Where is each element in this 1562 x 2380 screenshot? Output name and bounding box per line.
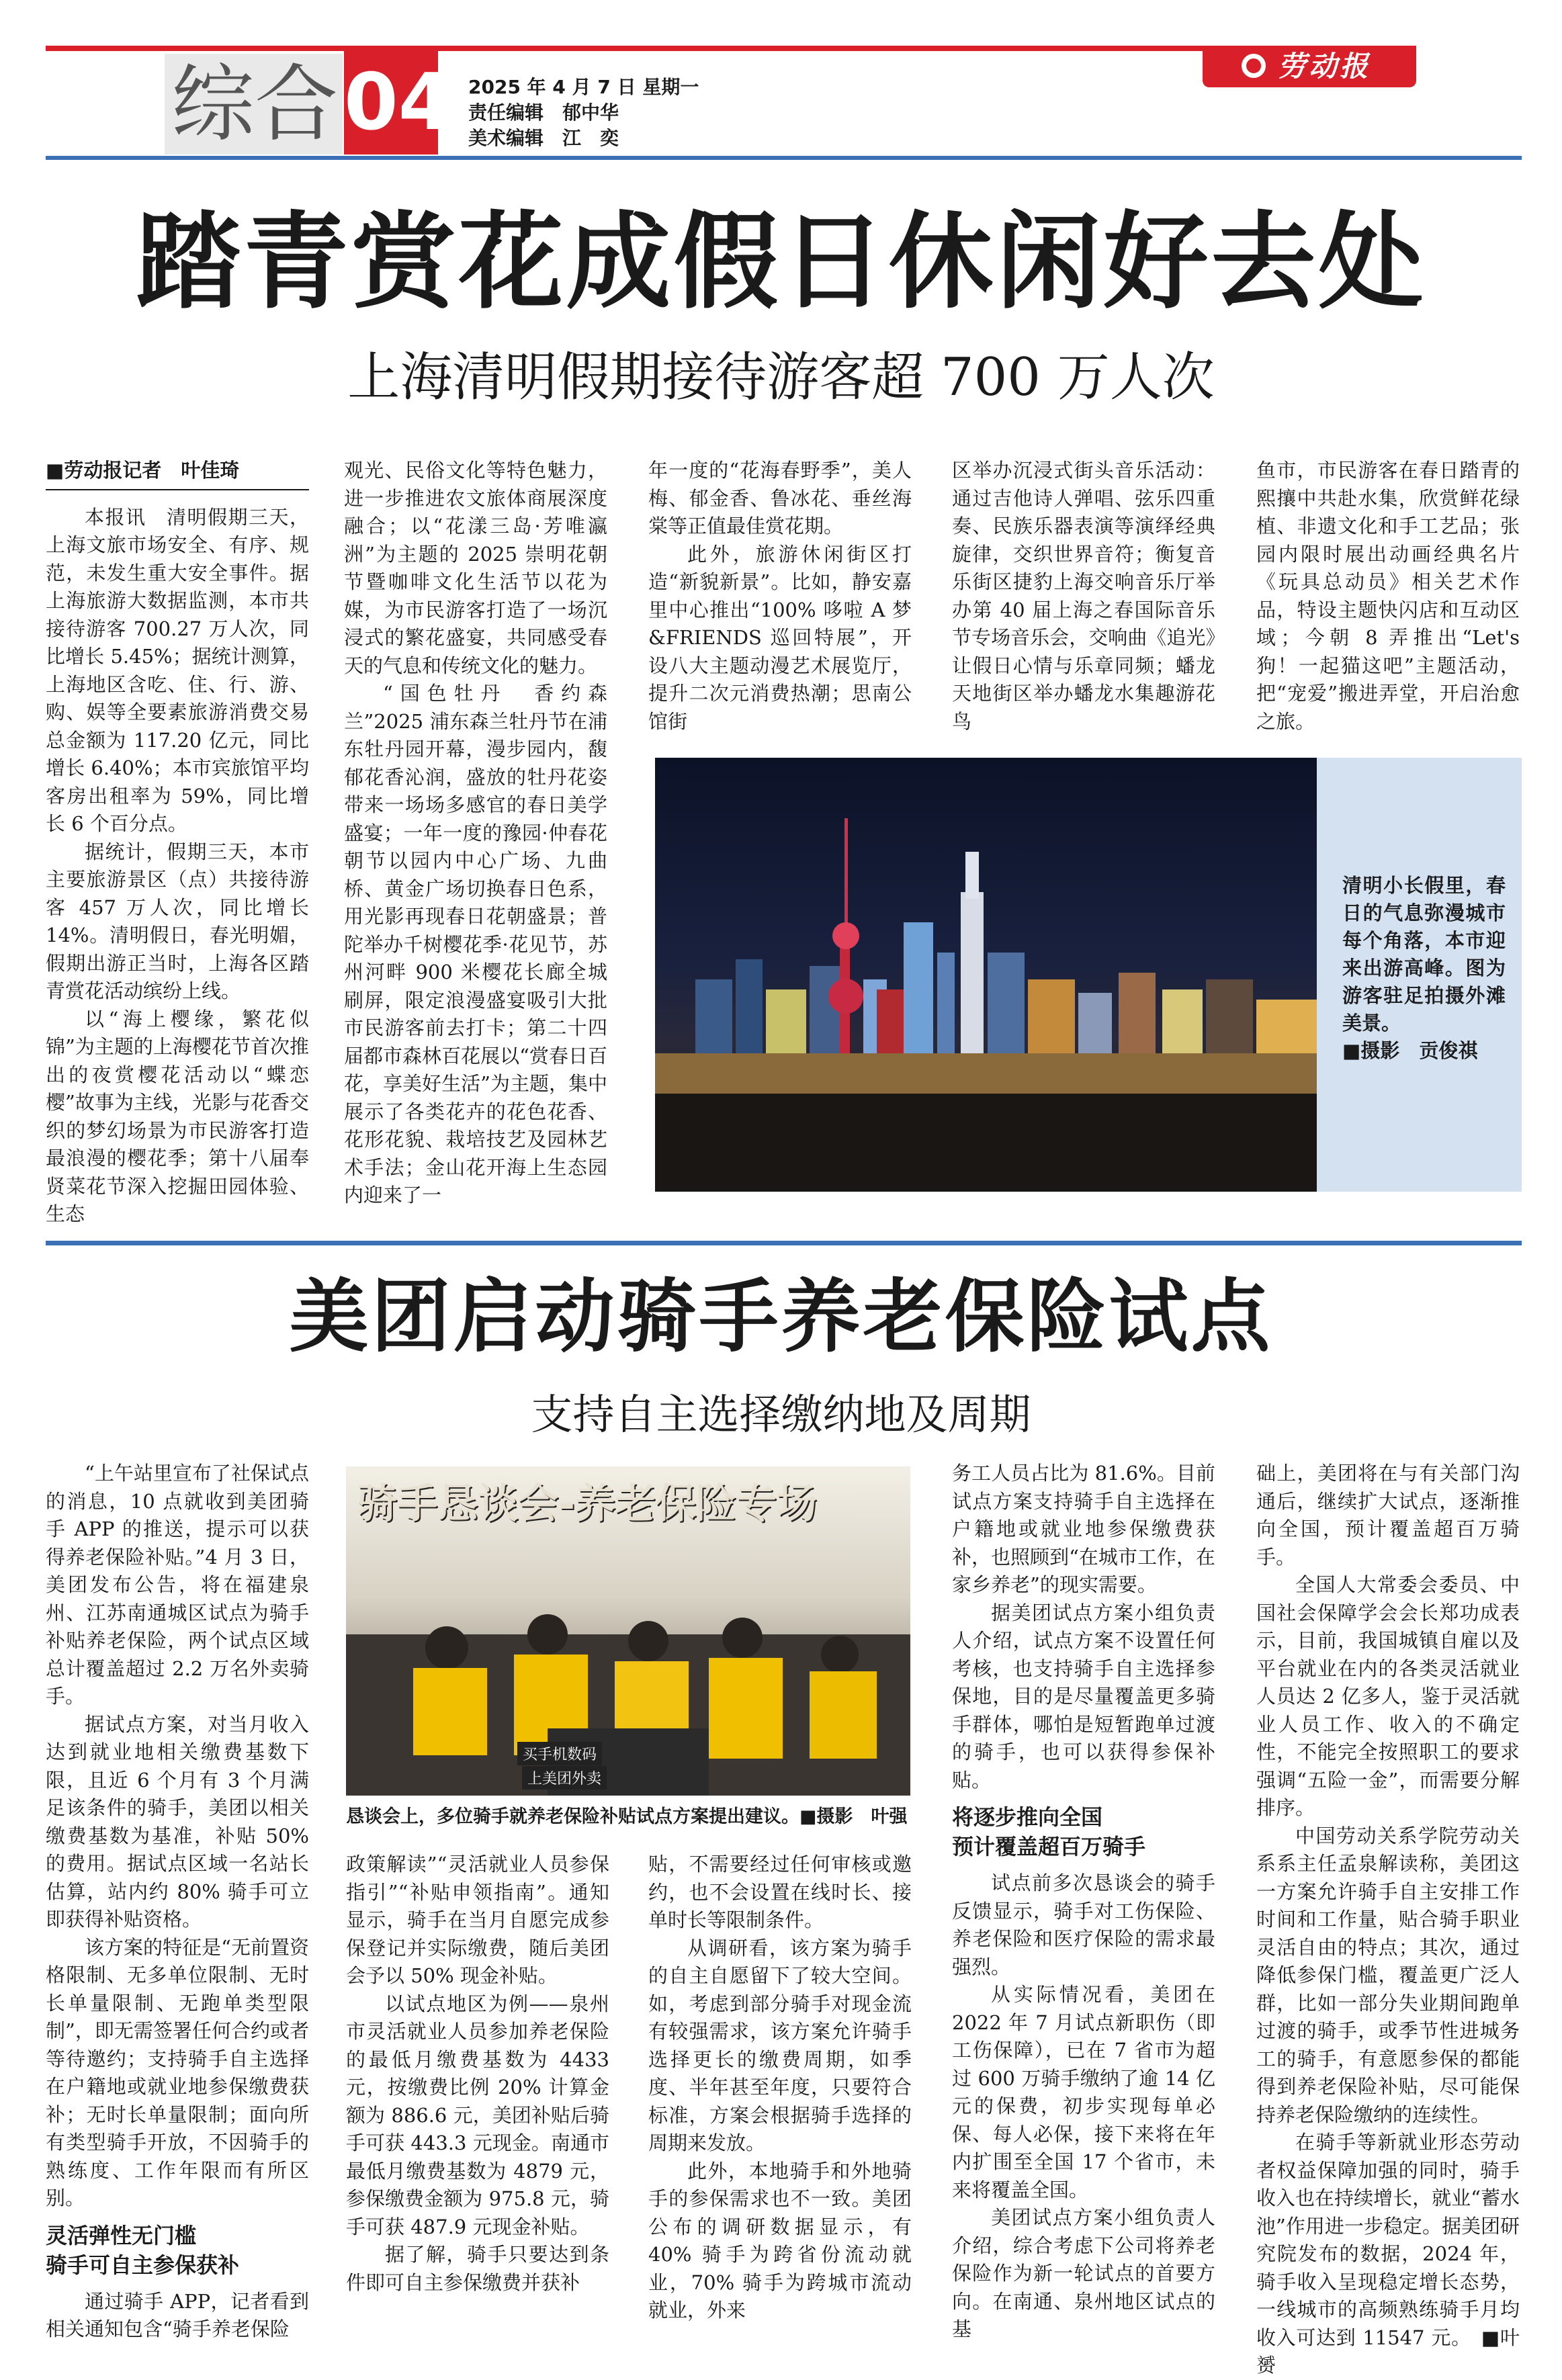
paragraph: 以“海上樱缘，繁花似锦”为主题的上海樱花节首次推出的夜赏樱花活动以“蝶恋樱”故事为主线，光影与花香交织的梦幻场景为市民游客打造最浪漫的樱花季；第十八届奉贤菜花节深入挖掘田园体验、生态 <box>46 1007 309 1225</box>
paragraph: 年一度的“花海春野季”，美人梅、郁金香、鲁冰花、垂丝海棠等正值最佳赏花期。 <box>648 459 912 537</box>
logo-mark-icon <box>1242 54 1266 78</box>
paragraph: 观光、民俗文化等特色魅力，进一步推进农文旅体商展深度融合；以“花漾三岛·芳唯瀛洲”为主题的 2025 崇明花朝节暨咖啡文化生活节以花为媒，为市民游客打造了一场沉浸式的繁花盛宴，共同感受春天的气息和传统文化的魅力。 <box>344 459 607 677</box>
paragraph: 此外，本地骑手和外地骑手的参保需求也不一致。美团公布的调研数据显示，有 40% 骑手为跨省份流动就业，70% 骑手为跨城市流动就业，外来 <box>648 2159 912 2322</box>
paragraph: “上午站里宣布了社保试点的消息，10 点就收到美团骑手 APP 的推送，提示可以获得养老保险补贴。”4 月 3 日，美团发布公告，将在福建泉州、江苏南通城区试点为骑手补贴养老保险，两个试点区域总计覆盖超过 2.2 万名外卖骑手。 <box>46 1462 309 1708</box>
article1-headline: 踏青赏花成假日休闲好去处 <box>136 200 1426 323</box>
paragraph: 通过骑手 APP，记者看到相关通知包含“骑手养老保险 <box>46 2289 309 2340</box>
byline: ■劳动报记者 叶佳琦 <box>46 457 309 490</box>
article2-col1 <box>46 1460 309 2344</box>
editor-line: 责任编辑 郁中华 <box>468 101 619 124</box>
article2-col4 <box>952 1460 1215 2344</box>
article2-col2 <box>346 1851 609 2297</box>
paragraph: 以试点地区为例——泉州市灵活就业人员参加养老保险的最低月缴费基数为 4433 元，按缴费比例 20% 计算金额为 886.6 元，美团补贴后骑手可获 443.3 元现金。南通市最低月缴费基数为 4879 元，参保缴费金额为 975.8 元，骑手可获 487.9 元现金补贴。 <box>346 1992 609 2238</box>
newspaper-logo <box>1203 46 1416 87</box>
paragraph: 美团试点方案小组负责人介绍，综合考虑下公司将养老保险作为新一轮试点的首要方向。在南通、泉州地区试点的基 <box>952 2206 1215 2340</box>
article2-col5 <box>1256 1460 1520 2380</box>
paragraph: 政策解读”“灵活就业人员参保指引”“补贴申领指南”。通知显示，骑手在当月自愿完成参保登记并实际缴费，随后美团会予以 50% 现金补贴。 <box>346 1853 609 1987</box>
paragraph: 中国劳动关系学院劳动关系系主任孟泉解读称，美团这一方案允许骑手自主安排工作时间和工作量，贴合骑手职业灵活自由的特点；其次，通过降低参保门槛，覆盖更广泛人群，比如一部分失业期间跑单过渡的骑手，或季节性进城务工的骑手，有意愿参保的都能得到养老保险补贴，尽可能保持养老保险缴纳的连续性。 <box>1256 1824 1520 2126</box>
skyline-graphic <box>655 758 1317 1192</box>
paragraph: “国色牡丹 香约森兰”2025 浦东森兰牡丹节在浦东牡丹园开幕，漫步园内，馥郁花香沁润，盛放的牡丹花姿带来一场场多感官的春日美学盛宴；一年一度的豫园·仲春花朝节以园内中心广场、九曲桥、黄金广场切换春日色系，用光影再现春日花朝盛景；普陀举办千树樱花季·花见节，苏州河畔 900 米樱花长廊全城刷屏，限定浪漫盛宴吸引大批市民游客前去打卡；第二十四届都市森林百花展以“赏春日百花，享美好生活”为主题，集中展示了各类花卉的花色花香、花形花貌、栽培技艺及园林艺术手法；金山花开海上生态园内迎来了一 <box>344 682 607 1206</box>
paragraph: 据试点方案，对当月收入达到就业地相关缴费基数下限，且近 6 个月有 3 个月满足该条件的骑手，美团以相关缴费基数为基准，补贴 50% 的费用。据试点区域一名站长估算，站内约 80% 骑手可立即获得补贴资格。 <box>46 1712 309 1931</box>
article1-subheadline: 上海清明假期接待游客超 700 万人次 <box>347 347 1215 408</box>
page-number: 04 <box>344 51 438 155</box>
header-bottom-rule <box>46 156 1522 160</box>
paragraph: 该方案的特征是“无前置资格限制、无多单位限制、无时长单量限制、无跑单类型限制”，即无需签署任何合约或者等待邀约；支持骑手自主选择在户籍地或就业地参保缴费获补；无时长单量限制；面向所有类型骑手开放，不因骑手的熟练度、工作年限而有所区别。 <box>46 1935 309 2209</box>
article1-col2 <box>344 457 607 1210</box>
meeting-photo-caption <box>346 1804 910 1830</box>
article2-subhead-2: 将逐步推向全国 预计覆盖超百万骑手 <box>952 1804 1146 1859</box>
art-editor-line: 美术编辑 江 奕 <box>468 127 619 149</box>
article1-col5 <box>1256 457 1520 736</box>
date-line: 2025 年 4 月 7 日 星期一 <box>468 76 699 98</box>
logo-text: 劳动报 <box>1278 50 1371 83</box>
article2-headline: 美团启动骑手养老保险试点 <box>289 1270 1273 1363</box>
paragraph: 从实际情况看，美团在 2022 年 7 月试点新职伤（即工伤保障），已在 7 省市为超过 600 万骑手缴纳了逾 14 亿元的保费，初步实现每单必保、每人必保，接下来将在年内扩围至全国 17 个省市，未来将覆盖全国。 <box>952 1983 1215 2201</box>
section-label: 综合 <box>171 56 339 153</box>
paragraph: 鱼市，市民游客在春日踏青的熙攘中共赴水集，欣赏鲜花绿植、非遗文化和手工艺品；张园内限时展出动画经典名片《玩具总动员》相关艺术作品，特设主题快闪店和互动区域；今朝 8 弄推出“Let's 狗！一起猫这吧”主题活动，把“宠爱”搬进弄堂，开启治愈之旅。 <box>1256 459 1520 733</box>
meeting-caption-credit: ■摄影 叶强 <box>799 1806 908 1827</box>
photo-credit: ■摄影 贡俊祺 <box>1342 1039 1478 1062</box>
paragraph: 据了解，骑手只要达到条件即可自主参保缴费并获补 <box>346 2243 609 2294</box>
article2-col3 <box>648 1851 912 2325</box>
meeting-caption-text: 恳谈会上，多位骑手就养老保险补贴试点方案提出建议。 <box>346 1806 799 1827</box>
paragraph: 础上，美团将在与有关部门沟通后，继续扩大试点，逐渐推向全国，预计覆盖超百万骑手。 <box>1256 1462 1520 1569</box>
paragraph: 据统计，假期三天，本市主要旅游景区（点）共接待游客 457 万人次，同比增长 14%。清明假日，春光明媚，假期出游正当时，上海各区踏青赏花活动缤纷上线。 <box>46 840 309 1002</box>
paragraph: 从调研看，该方案为骑手的自主自愿留下了较大空间。如，考虑到部分骑手对现金流有较强需求，该方案允许骑手选择更长的缴费周期，如季度、半年甚至年度，只要符合标准，方案会根据骑手选择的周期来发放。 <box>648 1936 912 2154</box>
article2-subheadline: 支持自主选择缴纳地及周期 <box>531 1390 1031 1439</box>
paragraph: 在骑手等新就业形态劳动者权益保障加强的同时，骑手收入也在持续增长，就业“蓄水池”作用进一步稳定。据美团研究院发布的数据，2024 年，骑手收入呈现稳定增长态势，一线城市的高频熟练骑手月均收入可达到 11547 元。 ■叶赟 <box>1256 2131 1520 2377</box>
photo-caption-box <box>1317 758 1522 1192</box>
paragraph: 本报讯 清明假期三天，上海文旅市场安全、有序、规范，未发生重大安全事件。据上海旅游大数据监测，本市共接待游客 700.27 万人次，同比增长 5.45%；据统计测算，上海地区含吃、住、行、游、购、娱等全要素旅游消费交易总金额为 117.20 亿元，同比增长 6.40%；本市宾旅馆平均客房出租率为 59%，同比增长 6 个百分点。 <box>46 505 309 835</box>
header-top-rule <box>46 46 1376 51</box>
paragraph: 区举办沉浸式街头音乐活动：通过吉他诗人弹唱、弦乐四重奏、民族乐器表演等演绎经典旋律，交织世界音符；衡复音乐街区捷豹上海交响音乐厅举办第 40 届上海之春国际音乐节专场音乐会，交响曲《追光》让假日心情与乐章同频；蟠龙天地街区举办蟠龙水集趣游花鸟 <box>952 459 1215 733</box>
paragraph: 据美团试点方案小组负责人介绍，试点方案不设置任何考核，也支持骑手自主选择参保地，目的是尽量覆盖更多骑手群体，哪怕是短暂跑单过渡的骑手，也可以获得参保补贴。 <box>952 1601 1215 1792</box>
paragraph: 务工人员占比为 81.6%。目前试点方案支持骑手自主选择在户籍地或就业地参保缴费获补，也照顾到“在城市工作，在家乡养老”的现实需要。 <box>952 1462 1215 1596</box>
paragraph: 贴，不需要经过任何审核或邀约，也不会设置在线时长、接单时长等限制条件。 <box>648 1853 912 1931</box>
bund-night-photo <box>655 758 1317 1192</box>
section-divider <box>46 1241 1522 1245</box>
rider-meeting-photo <box>346 1466 910 1796</box>
meeting-banner: 骑手恳谈会-养老保险专场 <box>357 1481 817 1528</box>
article2-subhead-1: 灵活弹性无门槛 骑手可自主参保获补 <box>46 2222 240 2278</box>
jacket-text-2: 上美团外卖 <box>522 1766 607 1790</box>
article1-col4 <box>952 457 1215 736</box>
paragraph: 全国人大常委会委员、中国社会保障学会会长郑功成表示，目前，我国城镇自雇以及平台就业在内的各类灵活就业人员达 2 亿多人，鉴于灵活就业人员工作、收入的不确定性，不能完全按照职工的要求强调“五险一金”，而需要分解排序。 <box>1256 1573 1520 1819</box>
paragraph: 此外，旅游休闲街区打造“新貌新景”。比如，静安嘉里中心推出“100% 哆啦 A 梦 &FRIENDS 巡回特展”，开设八大主题动漫艺术展览厅，提升二次元消费热潮；思南公馆街 <box>648 542 912 733</box>
paragraph: 试点前多次恳谈会的骑手反馈显示，骑手对工伤保险、养老保险和医疗保险的需求最强烈。 <box>952 1871 1215 1978</box>
article1-col1 <box>46 457 309 1229</box>
photo-caption: 清明小长假里，春日的气息弥漫城市每个角落，本市迎来出游高峰。图为游客驻足拍摄外滩美景。 <box>1342 874 1506 1034</box>
jacket-text-1: 买手机数码 <box>517 1742 602 1765</box>
article1-col3 <box>648 457 912 736</box>
